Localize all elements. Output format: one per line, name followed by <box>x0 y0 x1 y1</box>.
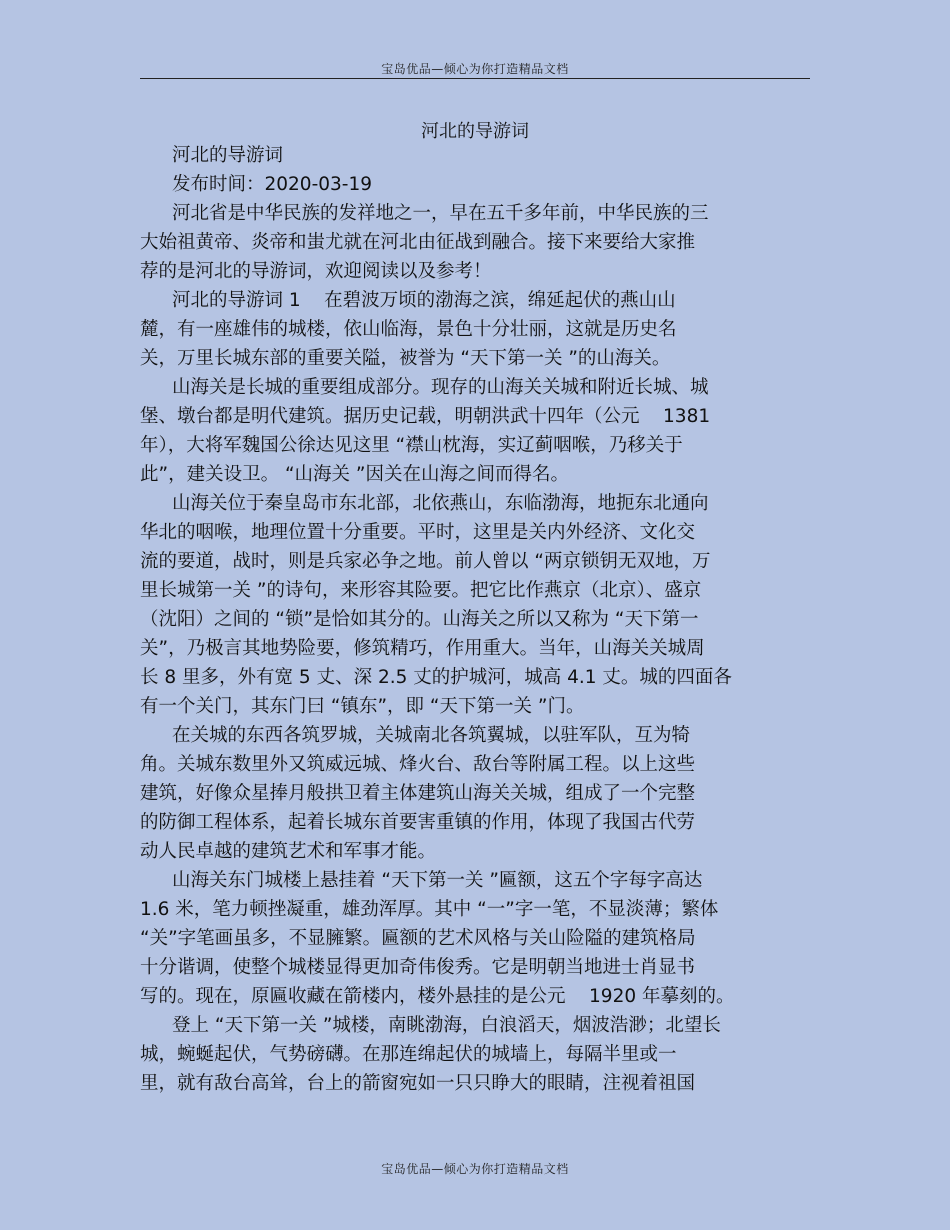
body-line: 里，就有敌台高耸，台上的箭窗宛如一只只睁大的眼睛，注视着祖国 <box>140 1073 696 1094</box>
document-title: 河北的导游词 <box>421 121 529 142</box>
body-line: 麓，有一座雄伟的城楼，依山临海，景色十分壮丽，这就是历史名 <box>140 319 677 340</box>
body-line: 山海关是长城的重要组成部分。现存的山海关关城和附近长城、城 <box>172 377 709 398</box>
body-line: 华北的咽喉，地理位置十分重要。平时，这里是关内外经济、文化交 <box>140 522 696 543</box>
body-line: 里长城第一关 ”的诗句，来形容其险要。把它比作燕京（北京）、盛京 <box>140 580 702 601</box>
body-line: 十分谐调，使整个城楼显得更加奇伟俊秀。它是明朝当地进士肖显书 <box>140 957 696 978</box>
body-line: 河北省是中华民族的发祥地之一，早在五千多年前，中华民族的三 <box>172 203 709 224</box>
body-line: 年），大将军魏国公徐达见这里 “襟山枕海，实辽蓟咽喉，乃移关于 <box>140 435 683 456</box>
body-line: 动人民卓越的建筑艺术和军事才能。 <box>140 841 437 862</box>
body-line: 流的要道，战时，则是兵家必争之地。前人曾以 “两京锁钥无双地，万 <box>140 551 711 572</box>
body-line: 河北的导游词 <box>172 145 284 166</box>
body-line: 角。关城东数里外又筑威远城、烽火台、敌台等附属工程。以上这些 <box>140 754 696 775</box>
body-line: 写的。现在，原匾收藏在箭楼内，楼外悬挂的是公元 1920 年摹刻的。 <box>140 986 735 1007</box>
body-line: 大始祖黄帝、炎帝和蚩尤就在河北由征战到融合。接下来要给大家推 <box>140 232 696 253</box>
body-line: 在关城的东西各筑罗城，关城南北各筑翼城，以驻军队，互为犄 <box>172 725 691 746</box>
body-line: 建筑，好像众星捧月般拱卫着主体建筑山海关关城，组成了一个完整 <box>140 783 696 804</box>
body-line: 1.6 米，笔力顿挫凝重，雄劲浑厚。其中 “一”字一笔，不显淡薄；繁体 <box>140 899 719 920</box>
body-line: 关”，乃极言其地势险要，修筑精巧，作用重大。当年，山海关关城周 <box>140 638 705 659</box>
body-line: 此”，建关设卫。 “山海关 ”因关在山海之间而得名。 <box>140 464 570 485</box>
body-line: 发布时间：2020-03-19 <box>172 174 373 195</box>
body-line: 堡、墩台都是明代建筑。据历史记载，明朝洪武十四年（公元 1381 <box>140 406 711 427</box>
body-line: 登上 “天下第一关 ”城楼，南眺渤海，白浪滔天，烟波浩渺；北望长 <box>172 1015 721 1036</box>
page-footer: 宝岛优品—倾心为你打造精品文档 <box>381 1162 569 1176</box>
body-line: （沈阳）之间的 “锁”是恰如其分的。山海关之所以又称为 “天下第一 <box>140 609 699 630</box>
body-line: 有一个关门，其东门曰 “镇东”，即 “天下第一关 ”门。 <box>140 696 585 717</box>
body-line: 山海关位于秦皇岛市东北部，北依燕山，东临渤海，地扼东北通向 <box>172 493 709 514</box>
body-line: 关，万里长城东部的重要关隘，被誉为 “天下第一关 ”的山海关。 <box>140 348 671 369</box>
body-line: 河北的导游词 1 在碧波万顷的渤海之滨，绵延起伏的燕山山 <box>172 290 676 311</box>
body-line: 荐的是河北的导游词，欢迎阅读以及参考！ <box>140 261 492 282</box>
body-line: 城，蜿蜒起伏，气势磅礴。在那连绵起伏的城墙上，每隔半里或一 <box>140 1044 677 1065</box>
body-line: 长 8 里多，外有宽 5 丈、深 2.5 丈的护城河，城高 4.1 丈。城的四面各 <box>140 667 732 688</box>
body-line: 山海关东门城楼上悬挂着 “天下第一关 ”匾额，这五个字每字高达 <box>172 870 703 891</box>
page-header: 宝岛优品—倾心为你打造精品文档 <box>381 62 569 76</box>
body-line: 的防御工程体系，起着长城东首要害重镇的作用，体现了我国古代劳 <box>140 812 696 833</box>
body-line: “关”字笔画虽多，不显臃繁。匾额的艺术风格与关山险隘的建筑格局 <box>140 928 696 949</box>
